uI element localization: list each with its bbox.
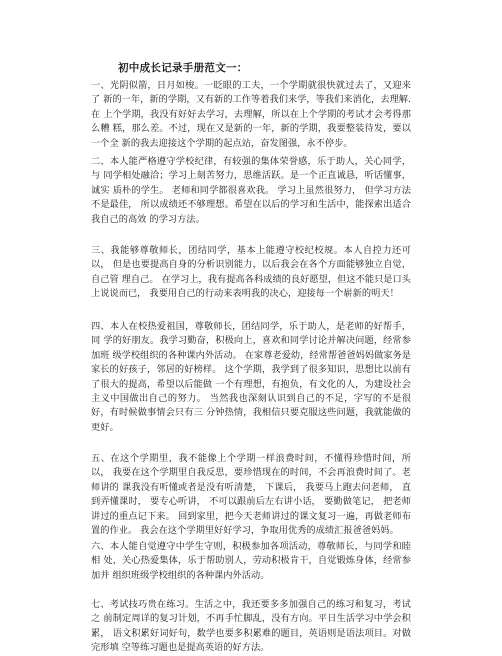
paragraph-5: 五、在这个学期里，我不能像上个学期一样浪费时间，不懂得珍惜时间，所以， 我要在这个学期里自我反思，要珍惜现在的时间，不会再浪费时间了。老师讲的 课我没有听懂或者是没有听清楚， 下课后， 我要马上跑去问老师， 直到弄懂课时， 要专心听讲， 不可以跟前后左右讲小话， 要勤做笔记， 把老师讲过的重点记下来。 回到家里，把今天老师讲过的课文复习一遍，再做老师布置的作业。 我会在这个学期里好好学习，争取用优秀的成绩汇报爸爸妈妈。 <box>91 453 411 537</box>
paragraph-2: 二、本人能严格遵守学校纪律，有较强的集体荣誉感，乐于助人，关心同学，与 同学相处融洽；学习上刻苦努力，思维活跃。是一个正直诚恳，听话懂事，诚实 质朴的学生。 老师和同学都很喜欢我。 学习上虽然很努力， 但学习方法不是最佳， 所以成绩还不够理想。希望在以后的学习和生活中，能探索出适合我自己的高效 的学习方法。 <box>91 156 411 225</box>
paragraph-3: 三、我能够尊敬师长，团结同学，基本上能遵守校纪校规。本人自控力还可以， 但是也要提高自身的分析识别能力，以后我会在各个方面能够独立自觉，自己管 理自己。 在学习上，我有提高各科成绩的良好愿望，但这不能只是口头上说说而已， 我要用自己的行动来表明我的决心，迎接每一个崭新的明天！ <box>91 245 412 300</box>
paragraph-7: 七、考试技巧贵在练习。生活之中，我还要多多加强自己的练习和复习，考试之 前制定周详的复习计划，不再手忙脚乱，没有方向。平日生活学习中学会积累， 语文积累好词好句，数学也要多积累难的题目，英语则是语法项目。对做完形填 空等练习题也是提高英语的好方法。 <box>91 599 411 654</box>
paragraph-1: 一、光阴似箭，日月如梭。一眨眼的工夫，一个学期就很快就过去了，又迎来了 新的一年，新的学期，又有新的工作等着我们来学，等我们来消化，去理解. 在 上个学期，我没有好好去学习，去理解，所以在上个学期的考试才会考得那么糟 糕，那么差。不过，现在又是新的一年，新的学期，我要整装待发，要以一个全 新的我去迎接这个学期的起点站，奋发图强，永不停步。 <box>91 80 412 149</box>
paragraph-4: 四、本人在校热爱祖国，尊敬师长，团结同学，乐于助人，是老师的好帮手，同 学的好朋友。我学习勤奋，积极向上，喜欢和同学讨论并解决问题，经常参加班 级学校组织的各种课内外活动。 在家尊老爱幼，经常帮爸爸妈妈做家务是家长的好孩子，邻居的好榜样。 这个学期，我学到了很多知识，思想比以前有了很大的提高，希望以后能做 一个有理想，有抱负，有文化的人，为建设社会主义中国做出自己的努力。 当然我也深刻认识到自己的不足，字写的不是很好，有时候做事情会只有三 分钟热情，我相信只要克服这些问题，我就能做的更好。 <box>91 321 412 433</box>
document-title: 初中成长记录手册范文一： <box>118 62 248 74</box>
paragraph-6: 六、本人能自觉遵守中学生守则，积极参加各项活动，尊敬师长，与同学和睦相 处，关心热爱集体，乐于帮助别人，劳动积极肯干，自觉锻炼身体，经常参加并 组织班级学校组织的各种课内外活动。 <box>91 541 411 581</box>
